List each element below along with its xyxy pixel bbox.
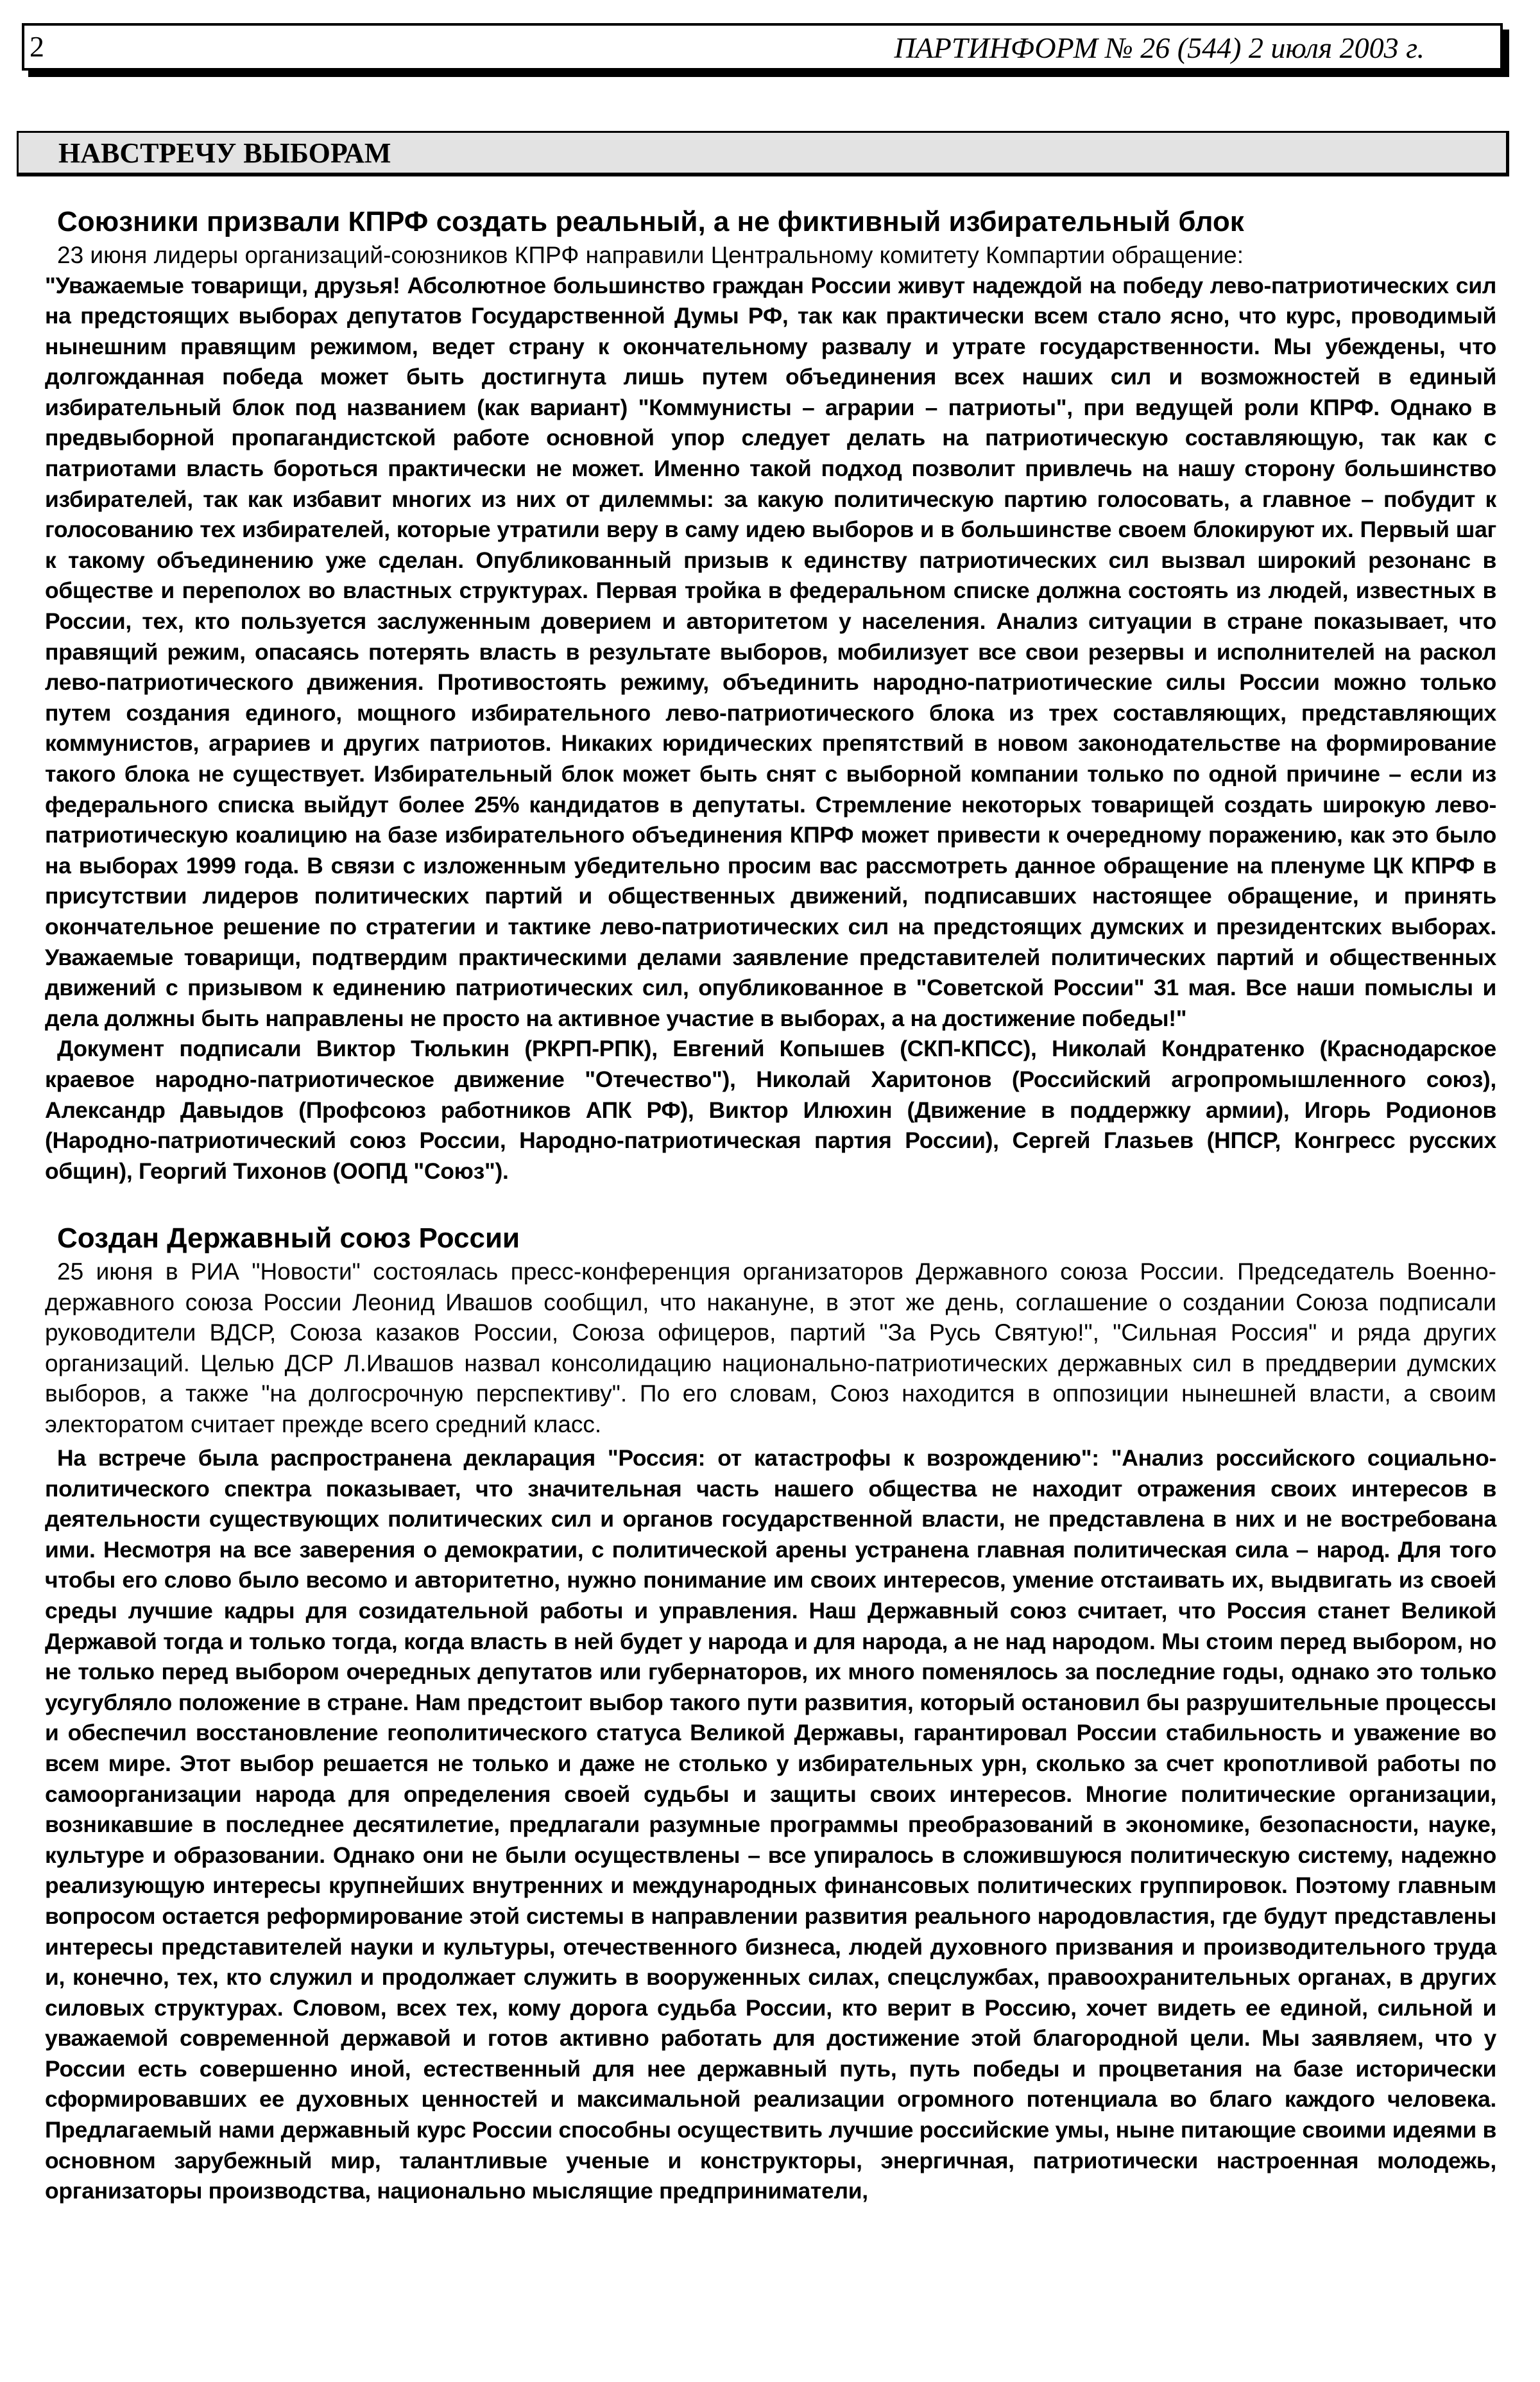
page-number: 2: [30, 30, 44, 63]
rubric-title: НАВСТРЕЧУ ВЫБОРАМ: [58, 137, 391, 169]
page-header: [22, 23, 1503, 71]
article-title: Создан Державный союз России: [57, 1222, 520, 1254]
article-allies: [45, 204, 1496, 1187]
article-paragraph: Документ подписали Виктор Тюлькин (РКРП-РПК), Евгений Копышев (СКП-КПСС), Николай Кондратенко (Краснодарское краевое народно-патриотическое движение "Отечество"), Николай Харитонов (Российский агропромышленного союз), Александр Давыдов (Профсоюз работников АПК РФ), Виктор Илюхин (Движение в поддержку армии), Игорь Родионов (Народно-патриотический союз России, Народно-патриотическая партия России), Сергей Глазьев (НПСР, Конгресс русских общин), Георгий Тихонов (ООПД "Союз").: [45, 1036, 1496, 1184]
article-title: Союзники призвали КПРФ создать реальный, а не фиктивный избирательный блок: [57, 206, 1244, 237]
article-paragraph: "Уважаемые товарищи, друзья! Абсолютное большинство граждан России живут надеждой на победу лево-патриотических сил на предстоящих выборах депутатов Государственной Думы РФ, так как практически всем стало ясно, что курс, проводимый нынешним правящим режимом, ведет страну к окончательному развалу и утрате государственности. Мы убеждены, что долгожданная победа может быть достигнута лишь путем объединения всех наших сил и возможностей в единый избирательный блок под названием (как вариант) "Коммунисты – аграрии – патриоты", при ведущей роли КПРФ. Однако в предвыборной пропагандистской работе основной упор следует делать на патриотическую составляющую, так как с патриотами власть бороться практически не может. Именно такой подход позволит привлечь на нашу сторону большинство избирателей, так как избавит многих из них от дилеммы: за какую политическую партию голосовать, а главное – побудит к голосованию тех избирателей, которые утратили веру в саму идею выборов и в большинстве своем блокируют их. Первый шаг к такому объединению уже сделан. Опубликованный призыв к единству патриотических сил вызвал широкий резонанс в обществе и переполох во властных структурах. Первая тройка в федеральном списке должна состоять из людей, известных в России, тех, кто пользуется заслуженным доверием и авторитетом у населения. Анализ ситуации в стране показывает, что правящий режим, опасаясь потерять власть в результате выборов, мобилизует все свои резервы и исполнителей на раскол лево-патриотического движения. Противостоять режиму, объединить народно-патриотические силы России можно только путем создания единого, мощного избирательного лево-патриотического блока из трех составляющих, представляющих коммунистов, аграриев и других патриотов. Никаких юридических препятствий в новом законодательстве на формирование такого блока не существует. Избирательный блок может быть снят с выборной компании только по одной причине – если из федерального списка выйдут более 25% кандидатов в депутаты. Стремление некоторых товарищей создать широкую лево-патриотическую коалицию на базе избирательного объединения КПРФ может привести к очередному поражению, как это было на выборах 1999 года. В связи с изложенным убедительно просим вас рассмотреть данное обращение на пленуме ЦК КПРФ в присутствии лидеров политических партий и общественных движений, подписавших настоящее обращение, и принять окончательное решение по стратегии и тактике лево-патриотических сил на предстоящих думских и президентских выборах. Уважаемые товарищи, подтвердим практическими делами заявление представителей политических партий и общественных движений с призывом к единению патриотических сил, опубликованное в "Советской России" 31 мая. Все наши помыслы и дела должны быть направлены не просто на активное участие в выборах, а на достижение победы!": [45, 272, 1496, 1031]
article-paragraph: На встрече была распространена декларация "Россия: от катастрофы к возрождению": "Анализ российского социально-политического спектра показывает, что значительная часть нашего общества не находит отражения своих интересов в деятельности существующих политических сил и органов государственной власти, не представлена в них и не востребована ими. Несмотря на все заверения о демократии, с политической арены устранена главная политическая сила – народ. Для того чтобы его слово было весомо и авторитетно, нужно понимание им своих интересов, умение отстаивать их, выдвигать из своей среды лучшие кадры для созидательной работы и управления. Наш Державный союз считает, что Россия станет Великой Державой тогда и только тогда, когда власть в ней будет у народа и для народа, а не над народом. Мы стоим перед выбором, но не только перед выбором очередных депутатов или губернаторов, их много поменялось за последние годы, однако это только усугубляло положение в стране. Нам предстоит выбор такого пути развития, который остановил бы разрушительные процессы и обеспечил восстановление геополитического статуса Великой Державы, гарантировал России стабильность и уважение во всем мире. Этот выбор решается не только и даже не столько у избирательных урн, сколько за счет кропотливой работы по самоорганизации народа для определения своей судьбы и защиты своих интересов. Многие политические организации, возникавшие в последнее десятилетие, предлагали разумные программы преобразований в экономике, безопасности, науке, культуре и образовании. Однако они не были осуществлены – все упиралось в сложившуюся политическую систему, надежно реализующую интересы крупнейших внутренних и международных финансовых политических группировок. Поэтому главным вопросом остается реформирование этой системы в направлении развития реального народовластия, где будут представлены интересы представителей науки и культуры, отечественного бизнеса, людей духовного призвания и производительного труда и, конечно, тех, кто служил и продолжает служить в вооруженных силах, спецслужбах, правоохранительных органах, в других силовых структурах. Словом, всех тех, кому дорога судьба России, кто верит в Россию, хочет видеть ее единой, сильной и уважаемой современной державой и готов активно работать для достижение этой благородной цели. Мы заявляем, что у России есть совершенно иной, естественный для нее державный путь, путь победы и процветания на базе исторически сформировавших ее духовных ценностей и максимальной реализации огромного потенциала во благо каждого человека. Предлагаемый нами державный курс России способны осуществить лучшие российские умы, ныне питающие своими идеями в основном зарубежный мир, талантливые ученые и конструкторы, энергичная, патриотически настроенная молодежь, организаторы производства, национально мыслящие предприниматели,: [45, 1445, 1496, 2204]
article-intro: 23 июня лидеры организаций-союзников КПРФ направили Центральному комитету Компартии обращение:: [57, 242, 1244, 268]
section-rubric: [17, 131, 1509, 176]
article-intro: 25 июня в РИА "Новости" состоялась пресс-конференция организаторов Державного союза России. Председатель Военно-державного союза России Леонид Ивашов сообщил, что накануне, в этот же день, соглашение о создании Союза подписали руководители ВДСР, Союза казаков России, Союза офицеров, партий "За Русь Святую!", "Сильная Россия" и ряда других организаций. Целью ДСР Л.Ивашов назвал консолидацию национально-патриотических державных сил в преддверии думских выборов, а также "на долгосрочную перспективу". По его словам, Союз находится в оппозиции нынешней власти, а своим электоратом считает прежде всего средний класс.: [45, 1258, 1496, 1437]
article-derzhavny-soyuz: [45, 1221, 1496, 2207]
publication-title: ПАРТИНФОРМ № 26 (544) 2 июля 2003 г.: [894, 31, 1425, 64]
